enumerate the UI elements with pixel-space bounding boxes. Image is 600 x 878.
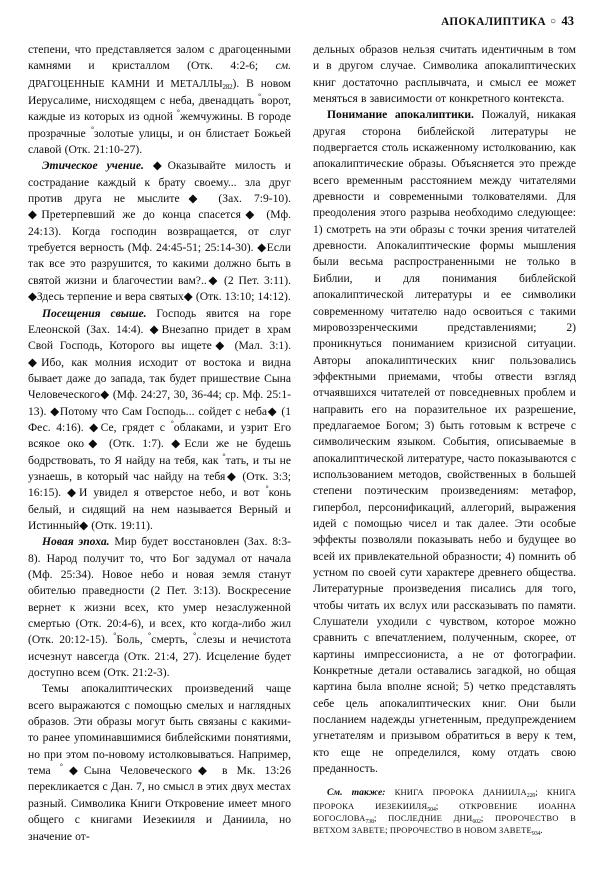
- see-also-entry[interactable]: ПРОРОЧЕСТВО В НОВОМ ЗАВЕТЕ: [389, 825, 532, 836]
- see-also-entry-page: 504: [427, 806, 436, 813]
- degree-marker-icon: °: [258, 92, 262, 102]
- see-also-entries: КНИГА ПРОРОКА $ДАНИИЛА_{220}$; КНИГА ПРОРОКА $ИЕЗЕКИИЛЯ_{504}$; ОТКРОВЕНИЕ ИОАННА $БОГОСЛОВА_{738}$; ПОСЛЕДНИЕ $ДНИ_{602}$; ПРОРОЧЕСТВО В ВЕТХОМ ЗАВЕТЕ; ПРОРОЧЕСТВО В НОВОМ $ЗАВЕТЕ_{934}$.: [313, 787, 577, 838]
- see-abbrev: см.: [275, 59, 291, 73]
- cross-ref-page: 282: [222, 82, 233, 91]
- see-also-block: [313, 786, 576, 836]
- see-also-label: См. также:: [327, 787, 386, 799]
- section-visitations: [28, 306, 291, 535]
- text-run: Господь явится на горе Елеонской (Зах. 14:4). ◆Внезапно придет в храм Свой Господь, Которого вы ищете◆ (Мал. 3:1). ◆Ибо, как молния исходит от востока и видна бывает даже до запада, так будет пришествие Сына Человеческого◆ (Мф. 24:27, 30, 36-44; ср. Мф. 25:1-13). ◆Потому что Сам Господь... сойдет с неба◆ (1 Фес. 4:16). ◆Се, грядет с: [28, 306, 291, 434]
- text-run: тать, и ты не узнаешь, в который час найду на тебя◆ (Отк. 3:3; 16:15). ◆И увидел я отверстое небо, и вот: [28, 453, 291, 500]
- right-column: [313, 42, 576, 845]
- page-number: 43: [561, 14, 574, 28]
- see-also-entry-page: 220: [526, 793, 536, 800]
- paragraph-continued-right: [313, 42, 576, 107]
- see-also-entry-page: 738: [365, 818, 374, 825]
- text-run: дельных образов нельзя считать идентичным в том и в другом случае. Символика апокалиптических книг достаточно расплывчата, и смысл ее может меняться в зависимости от конкретного контекста.: [313, 43, 576, 106]
- section-heading-new-era: Новая эпоха.: [42, 535, 110, 549]
- degree-marker-icon: °: [59, 762, 63, 772]
- text-run: золотые улицы, и он блистает Божьей славой (Отк. 21:10-27).: [28, 126, 291, 157]
- degree-marker-icon: °: [113, 631, 117, 641]
- section-heading-ethical-teaching: Этическое учение.: [42, 159, 144, 173]
- text-run: облаками, и узрит Его всякое око◆ (Отк. 1:7). ◆Если же не будешь бодрствовать, то Я найду на тебя, как: [28, 420, 291, 467]
- text-run: Боль,: [116, 633, 149, 647]
- see-also-entry[interactable]: КНИГА ПРОРОКА ДАНИИЛА: [394, 787, 527, 798]
- text-run: конь белый, и сидящий на нем называется Верный и Истинный◆ (Отк. 19:11).: [28, 486, 291, 532]
- section-new-era: [28, 534, 291, 681]
- degree-marker-icon: °: [222, 451, 226, 461]
- text-run: ворот, каждые из которых из одной: [28, 94, 291, 124]
- degree-marker-icon: °: [193, 631, 197, 641]
- see-also-entry[interactable]: КНИГА ПРОРОКА ИЕЗЕКИИЛЯ: [313, 787, 576, 811]
- running-head-title: АПОКАЛИПТИКА: [441, 16, 546, 28]
- left-column: [28, 42, 291, 845]
- circle-separator-icon: ○: [550, 16, 557, 27]
- text-run: ). В новом Иерусалиме, нисходящем с неба, двенадцать: [28, 76, 292, 108]
- paragraph-themes: [28, 681, 291, 844]
- section-understanding-apocalyptic: [313, 107, 576, 777]
- degree-marker-icon: °: [90, 124, 95, 134]
- text-run: слезы и нечистота исчезнут навсегда (Отк. 21:4, 27). Исцеление будет доступно всем (Отк. 21:2-3).: [28, 633, 291, 680]
- cross-ref-entry: ДРАГОЦЕННЫЕ КАМНИ И МЕТАЛЛЫ: [28, 78, 223, 90]
- degree-marker-icon: °: [148, 631, 152, 641]
- degree-marker-icon: °: [170, 418, 174, 428]
- text-run: Мир будет восстановлен (Зах. 8:3-8). Народ получит то, что Бог задумал от начала (Мф. 25:34). Новое небо и новая земля станут обителью праведности (2 Пет. 3:13). Воскресение вернет к жизни всех, кто умер незаслуженной смертью (Отк. 20:4-6), и всех, кто когда-либо жил (Отк. 20:12-15).: [28, 535, 291, 647]
- section-ethical-teaching: [28, 158, 291, 305]
- paragraph-continued-left: [28, 42, 291, 158]
- degree-marker-icon: °: [265, 484, 269, 494]
- see-also-entry[interactable]: ПРОРОЧЕСТВО В ВЕТХОМ ЗАВЕТЕ: [313, 812, 577, 836]
- text-run: жемчужины. В городе прозрачные: [28, 110, 291, 140]
- text-run: ◆Оказывайте милость и сострадание каждый к брату своему... зла друг против друга не мыслите◆ (Зах. 7:9-10). ◆Претерпевший же до конца спасется◆ (Мф. 24:13). Когда господин возвращается, от слуг требуется верность (Мф. 24:45-51; 25:14-30). ◆Если так все это разрушится, то какими должно быть в святой жизни и благочестии вам?..◆ (2 Пет. 3:11). ◆Здесь терпение и вера святых◆ (Отк. 13:10; 14:12).: [28, 159, 291, 304]
- degree-marker-icon: °: [176, 108, 180, 118]
- see-also-entry[interactable]: ПОСЛЕДНИЕ ДНИ: [388, 812, 473, 823]
- see-also-entry[interactable]: ОТКРОВЕНИЕ ИОАННА БОГОСЛОВА: [313, 800, 576, 823]
- text-run: смерть,: [151, 633, 194, 647]
- text-run: Пожалуй, никакая другая сторона библейской литературы не подвергается столь искаженному истолкованию, как апокалиптические образы. Объясняется это прежде всего временным расстоянием между читателями древности и современными толкователями. Для преодоления этого разрыва необходимо следующее: 1) смотреть на эти образы с точки зрения читателей древности. Апокалиптические формы мышления были весьма распространенными не только в Библии, и для понимания библейской апокалиптической литературы и ее символики современному читателю надо освоиться с такими мировоззренческими представлениями; 2) проникнуться пониманием кризисной ситуации. Авторы апокалиптических книг пользовались эффектными приемами, чтобы отвести взгляд отчаявшихся читателей от повседневных проблем и направить его на поразительное их разрешение, предлагаемое Богом; 3) быть готовым к встрече с символическим языком. События, описываемые в апокалиптической литературе, часто показываются с использованием методов, свойственных в большей степени поэтическим произведениям: метафор, гипербол, персонификаций, аллегорий, выражения идей с помощью чисел и так далее. Эти особые эффекты позволяли показывать небо и будущее во всей их привлекательной образности; 4) помнить об устном по своей сути характере древнего общества. Литературные произведения писались для того, чтобы читать их вслух или рассказывать по памяти. Слушатели уходили с чувством, которое можно сравнить с впечатлением, полученным, скорее, от картины импрессиониста, а не от фотографии. Конкретные детали оставались загадкой, но общая картина была вполне ясной; 5) четко представлять себе цель апокалиптических книг. Они были посланием надежды угнетенным, предупреждением угнетателям и призывом обратиться в веру к тем, кто еще не определился, кому отдать свою преданность.: [313, 108, 576, 776]
- see-also-entry-page: 934: [531, 831, 541, 838]
- running-head: [28, 14, 574, 29]
- text-run: ◆Сына Человеческого◆ в Мк. 13:26 перекликается с Дан. 7, но смысл в этих двух местах разный. Символика Книги Откровение имеет много общего с книгами Иезекииля и Даниила, но значение от-: [28, 764, 292, 843]
- text-run: степени, что представляется залом с драгоценными камнями и кристаллом (Отк. 4:2-6;: [28, 43, 291, 73]
- see-also-entry-page: 602: [472, 818, 481, 825]
- section-heading-understanding: Понимание апокалиптики.: [327, 108, 474, 122]
- section-heading-visitations: Посещения свыше.: [42, 306, 147, 320]
- two-column-body: [28, 42, 576, 868]
- text-run: Темы апокалиптических произведений чаще всего выражаются с помощью смелых и наглядных образов. Эти образы могут быть связаны с какими-то ранее упоминавшимися библейскими понятиями, но при этом по-новому истолковываться. Например, тема: [28, 682, 291, 778]
